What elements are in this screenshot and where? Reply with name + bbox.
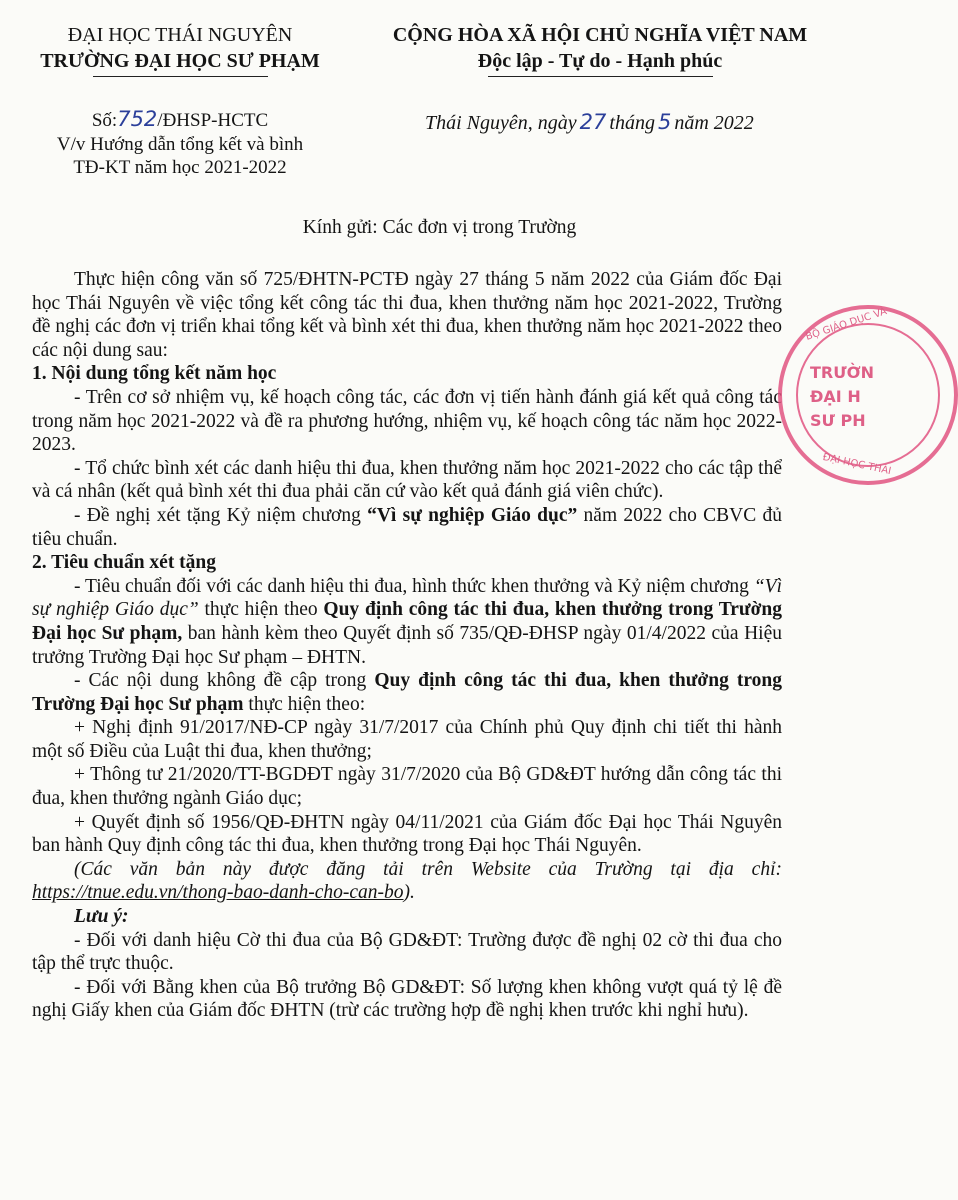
college-name: TRƯỜNG ĐẠI HỌC SƯ PHẠM xyxy=(40,50,320,72)
official-seal xyxy=(778,305,958,485)
university-name: ĐẠI HỌC THÁI NGUYÊN xyxy=(67,24,293,46)
handwritten-day: 27 xyxy=(579,110,607,134)
p5-regulation-name: Quy định công tác thi đua, khen thưởng trong Trường Đại học Sư phạm xyxy=(32,670,782,715)
national-motto: Độc lập - Tự do - Hạnh phúc xyxy=(477,50,723,72)
handwritten-number: 752 xyxy=(117,107,158,131)
p5-text-c: thực hiện theo: xyxy=(243,693,366,715)
paragraph-7: + Thông tư 21/2020/TT-BGDĐT ngày 31/7/2020 của Bộ GD&ĐT hướng dẫn công tác thi đua, khen thưởng ngành Giáo dục; xyxy=(32,764,782,810)
p5-text-a: - Các nội dung không đề cập trong xyxy=(74,670,375,692)
subject-line-1: V/v Hướng dẫn tổng kết và bình xyxy=(56,133,304,155)
document-number xyxy=(40,108,320,133)
p4-regulation-name: Quy định công tác thi đua, khen thưởng trong Trường Đại học Sư phạm, xyxy=(32,599,782,644)
paragraph-11: - Đối với Bằng khen của Bộ trưởng Bộ GD&ĐT: Số lượng khen không vượt quá tỷ lệ đề nghị Giấy khen của Giám đốc ĐHTN (trừ các trường hợp đề nghị khen trước khi nghỉ hưu). xyxy=(32,976,782,1022)
seal-line-3: SƯ PH xyxy=(810,411,866,430)
date-place: Thái Nguyên, ngày xyxy=(425,112,577,134)
section-heading-1: 1. Nội dung tổng kết năm học xyxy=(32,363,277,385)
seal-line-1: TRƯỜN xyxy=(810,363,874,382)
paragraph-3 xyxy=(32,504,782,551)
p3-text-c: năm 2022 cho CBVC đủ tiêu chuẩn. xyxy=(32,504,782,550)
document-body xyxy=(32,268,782,1023)
p9-text-c: ). xyxy=(403,882,415,904)
issuer-header xyxy=(0,22,360,77)
p4-medal-name: “Vì sự nghiệp Giáo dục” xyxy=(32,575,782,621)
paragraph-6: + Nghị định 91/2017/NĐ-CP ngày 31/7/2017 của Chính phủ Quy định chi tiết thi hành một số Điều của Luật thi đua, khen thưởng; xyxy=(32,717,782,762)
paragraph-10: - Đối với danh hiệu Cờ thi đua của Bộ GD&ĐT: Trường được đề nghị 02 cờ thi đua cho tập thể trực thuộc. xyxy=(32,929,782,975)
seal-center-text xyxy=(810,361,940,433)
date-year: năm 2022 xyxy=(674,112,754,134)
header-left-rule xyxy=(93,76,268,77)
website-link[interactable]: https://tnue.edu.vn/thong-bao-danh-cho-can-bo xyxy=(32,882,404,904)
p3-text-a: - Đề nghị xét tặng Kỷ niệm chương xyxy=(74,504,368,526)
paragraph-8: + Quyết định số 1956/QĐ-ĐHTN ngày 04/11/2021 của Giám đốc Đại học Thái Nguyên ban hành Quy định công tác thi đua, khen thưởng trong Đại học Thái Nguyên. xyxy=(32,811,782,857)
header-right-rule xyxy=(488,76,713,77)
p9-text-a: (Các văn bản này được đăng tải trên Website của Trường tại địa chỉ: xyxy=(74,858,782,880)
seal-ring-text: BỘ GIÁO DỤC VÀ xyxy=(804,306,889,343)
seal-line-2: ĐẠI H xyxy=(810,387,861,406)
seal-bottom-text: ĐẠI HỌC THÁI xyxy=(821,451,893,478)
national-header xyxy=(355,22,845,77)
paragraph-2: - Tổ chức bình xét các danh hiệu thi đua, khen thưởng năm học 2021-2022 cho các tập thể và cá nhân (kết quả bình xét thi đua phải căn cứ vào kết quả đánh giá viên chức). xyxy=(32,457,782,503)
section-heading-2: 2. Tiêu chuẩn xét tặng xyxy=(32,552,217,574)
p4-text-e: ban hành kèm theo Quyết định số 735/QĐ-ĐHSP ngày 01/4/2022 của Hiệu trưởng Trường Đại học Sư phạm – ĐHTN. xyxy=(32,622,783,668)
document-reference xyxy=(40,108,320,180)
intro-paragraph: Thực hiện công văn số 725/ĐHTN-PCTĐ ngày 27 tháng 5 năm 2022 của Giám đốc Đại học Thái Nguyên về việc tổng kết công tác thi đua, khen thưởng năm học 2021-2022, Trường đề nghị các đơn vị triển khai tổng kết và bình xét thi đua, khen thưởng năm học 2021-2022 theo các nội dung sau: xyxy=(32,269,782,361)
paragraph-1: - Trên cơ sở nhiệm vụ, kế hoạch công tác, các đơn vị tiến hành đánh giá kết quả công tác trong năm học 2021-2022 và đề ra phương hướng, nhiệm vụ, kế hoạch công tác năm học 2022-2023. xyxy=(32,386,782,456)
document-date xyxy=(425,110,845,135)
date-month-label: tháng xyxy=(609,112,655,134)
p3-medal-name: “Vì sự nghiệp Giáo dục” xyxy=(367,504,578,526)
note-heading: Lưu ý: xyxy=(74,906,129,928)
number-code: /ĐHSP-HCTC xyxy=(157,110,269,131)
recipient-line: Kính gửi: Các đơn vị trong Trường xyxy=(302,217,577,238)
p4-text-a: - Tiêu chuẩn đối với các danh hiệu thi đua, hình thức khen thưởng và Kỷ niệm chương xyxy=(74,575,754,597)
subject-line-2: TĐ-KT năm học 2021-2022 xyxy=(73,157,287,178)
handwritten-month: 5 xyxy=(657,110,672,134)
paragraph-4 xyxy=(32,575,782,669)
paragraph-9 xyxy=(32,858,782,905)
paragraph-5 xyxy=(32,669,782,716)
number-prefix: Số: xyxy=(91,110,118,131)
national-title: CỘNG HÒA XÃ HỘI CHỦ NGHĨA VIỆT NAM xyxy=(392,24,808,46)
p4-text-c: thực hiện theo xyxy=(198,599,324,621)
